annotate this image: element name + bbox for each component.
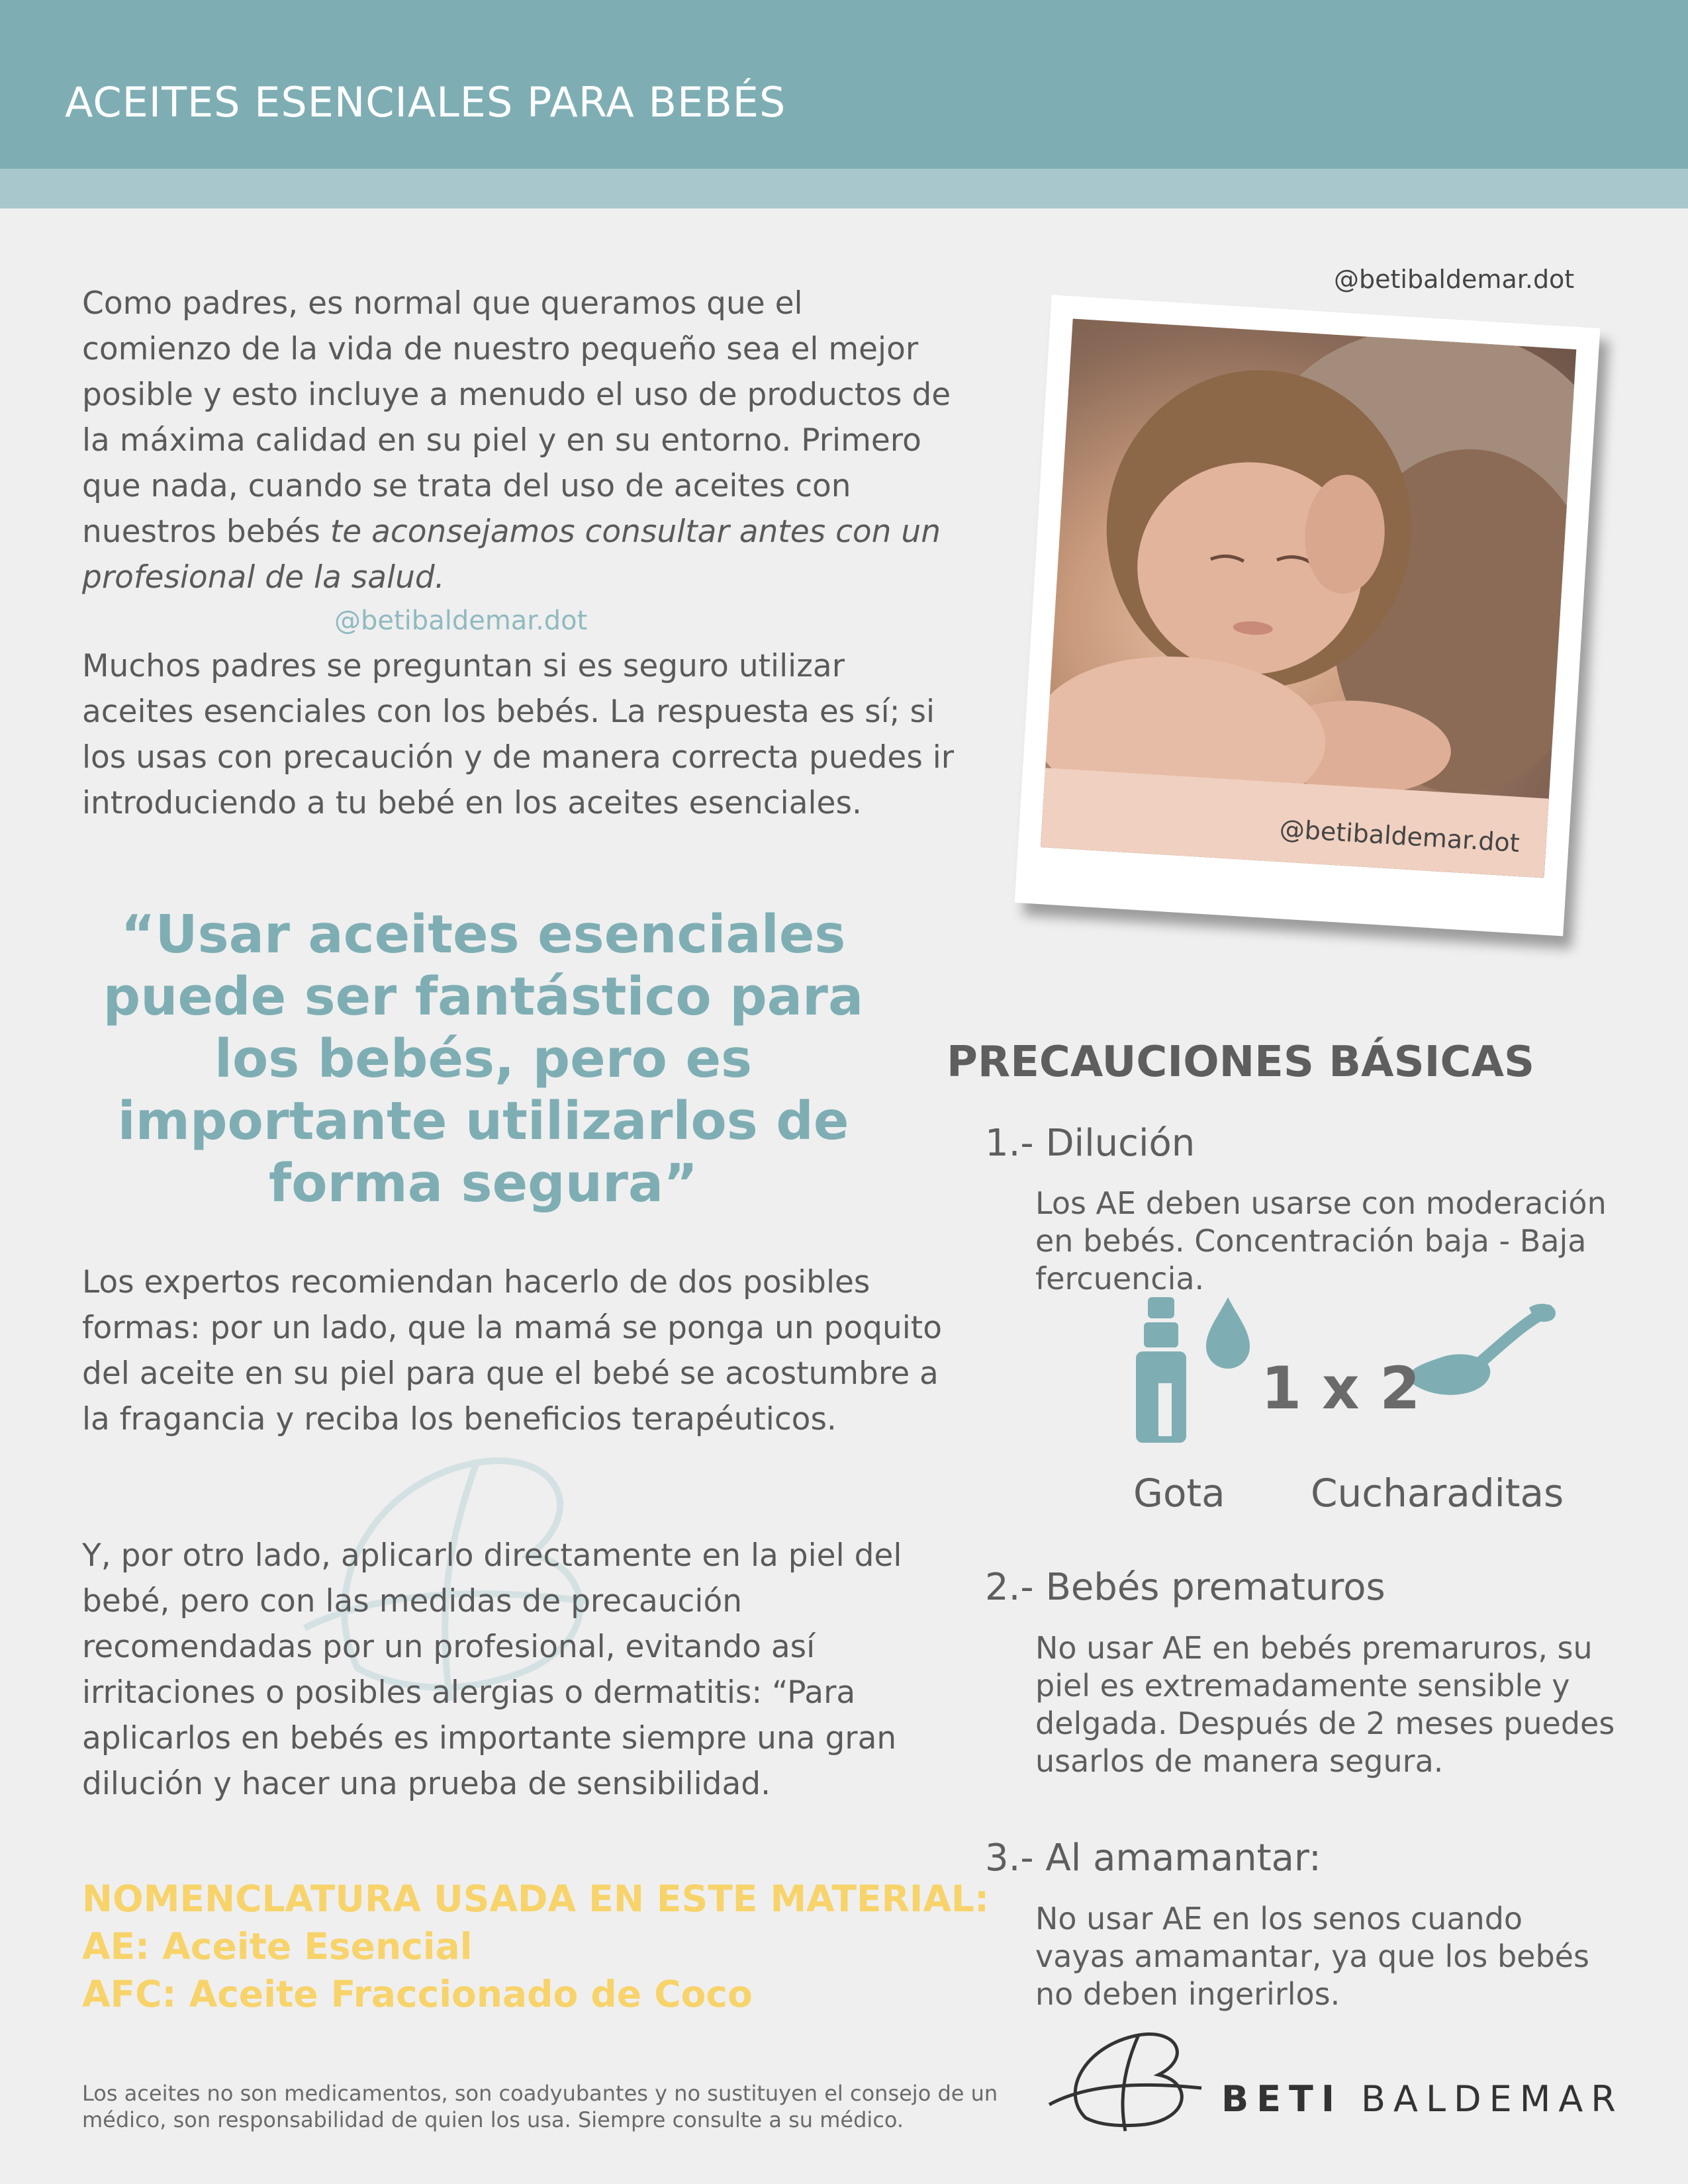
header-strip [0, 169, 1688, 208]
precaution-2-heading: 2.- Bebés prematuros [985, 1566, 1385, 1609]
logo-b-icon [1046, 2025, 1205, 2138]
nomenclature-ae: AE: Aceite Esencial [82, 1925, 473, 1968]
pull-quote: “Usar aceites esenciales puede ser fantástico para los bebés, pero es importante utilizarlos de forma segura” [103, 904, 864, 1214]
disclaimer: Los aceites no son medicamentos, son coadyubantes y no sustituyen el consejo de un médico, son responsabilidad de quien los usa. Siempre consulte a su médico. [82, 2081, 998, 2132]
nomenclature-afc: AFC: Aceite Fraccionado de Coco [82, 1973, 753, 2015]
precaution-1-text: Los AE deben usarse con moderación en bebés. Concentración baja - Baja fercuencia. [1035, 1185, 1607, 1297]
page-title: ACEITES ESENCIALES PARA BEBÉS [65, 78, 786, 126]
body-paragraph-2: Y, por otro lado, aplicarlo directamente en la piel del bebé, pero con las medidas de precaución recomendadas por un profesional, evitando así irritaciones o posibles alergias o dermatitis: “Para aplicarlos en bebés es importante siempre una gran dilución y hacer una prueba de sensibilidad. [82, 1537, 902, 1802]
handle-watermark-middle: @betibaldemar.dot [334, 606, 588, 636]
baby-photo [1041, 319, 1576, 878]
handle-photo: @betibaldemar.dot [1278, 814, 1521, 858]
dilution-label-teaspoons: Cucharaditas [1311, 1471, 1564, 1516]
body-paragraph-1: Los expertos recomiendan hacerlo de dos posibles formas: por un lado, que la mamá se ponga un poquito del aceite en su piel para que el bebé se acostumbre a la fragancia y reciba los beneficios terapéuticos. [82, 1264, 942, 1437]
brand-last: BALDEMAR [1360, 2078, 1624, 2120]
bottle-icon [1136, 1297, 1186, 1443]
drop-icon [1206, 1297, 1250, 1369]
intro-emphasis: te aconsejamos consultar antes con un profesional de la salud. [82, 514, 941, 596]
precaution-2-text: No usar AE en bebés premaruros, su piel es extremadamente sensible y delgada. Después de 2 meses puedes usarlos de manera segura. [1035, 1630, 1615, 1779]
handle-top: @betibaldemar.dot [1334, 265, 1575, 294]
dilution-ratio: 1 x 2 [1261, 1354, 1421, 1422]
nomenclature-block [82, 1875, 989, 2018]
precautions-title: PRECAUCIONES BÁSICAS [947, 1038, 1535, 1087]
baby-photo-frame [1015, 295, 1601, 936]
brand-first: BETI [1221, 2078, 1342, 2120]
precaution-3-text: No usar AE en los senos cuando vayas amamantar, ya que los bebés no deben ingerirlos. [1035, 1901, 1589, 2012]
spoon-icon [1409, 1304, 1556, 1395]
precaution-1-heading: 1.- Dilución [985, 1122, 1196, 1165]
brand-name [1221, 2078, 1624, 2120]
nomenclature-title: NOMENCLATURA USADA EN ESTE MATERIAL: [82, 1878, 989, 1920]
intro-paragraph-2: Muchos padres se preguntan si es seguro utilizar aceites esenciales con los bebés. La respuesta es sí; si los usas con precaución y de manera correcta puedes ir introduciendo a tu bebé en los aceites esenciales. [82, 648, 955, 821]
dilution-label-drop: Gota [1133, 1471, 1225, 1516]
precaution-3-heading: 3.- Al amamantar: [985, 1837, 1321, 1880]
intro-paragraph-1: Como padres, es normal que queramos que el comienzo de la vida de nuestro pequeño sea el mejor posible y esto incluye a menudo el uso de productos de la máxima calidad en su piel y en su entorno. Primero que nada, cuando se trata del uso de aceites con nuestros bebés te aconsejamos consultar antes con un profesional de la salud. [82, 285, 951, 596]
